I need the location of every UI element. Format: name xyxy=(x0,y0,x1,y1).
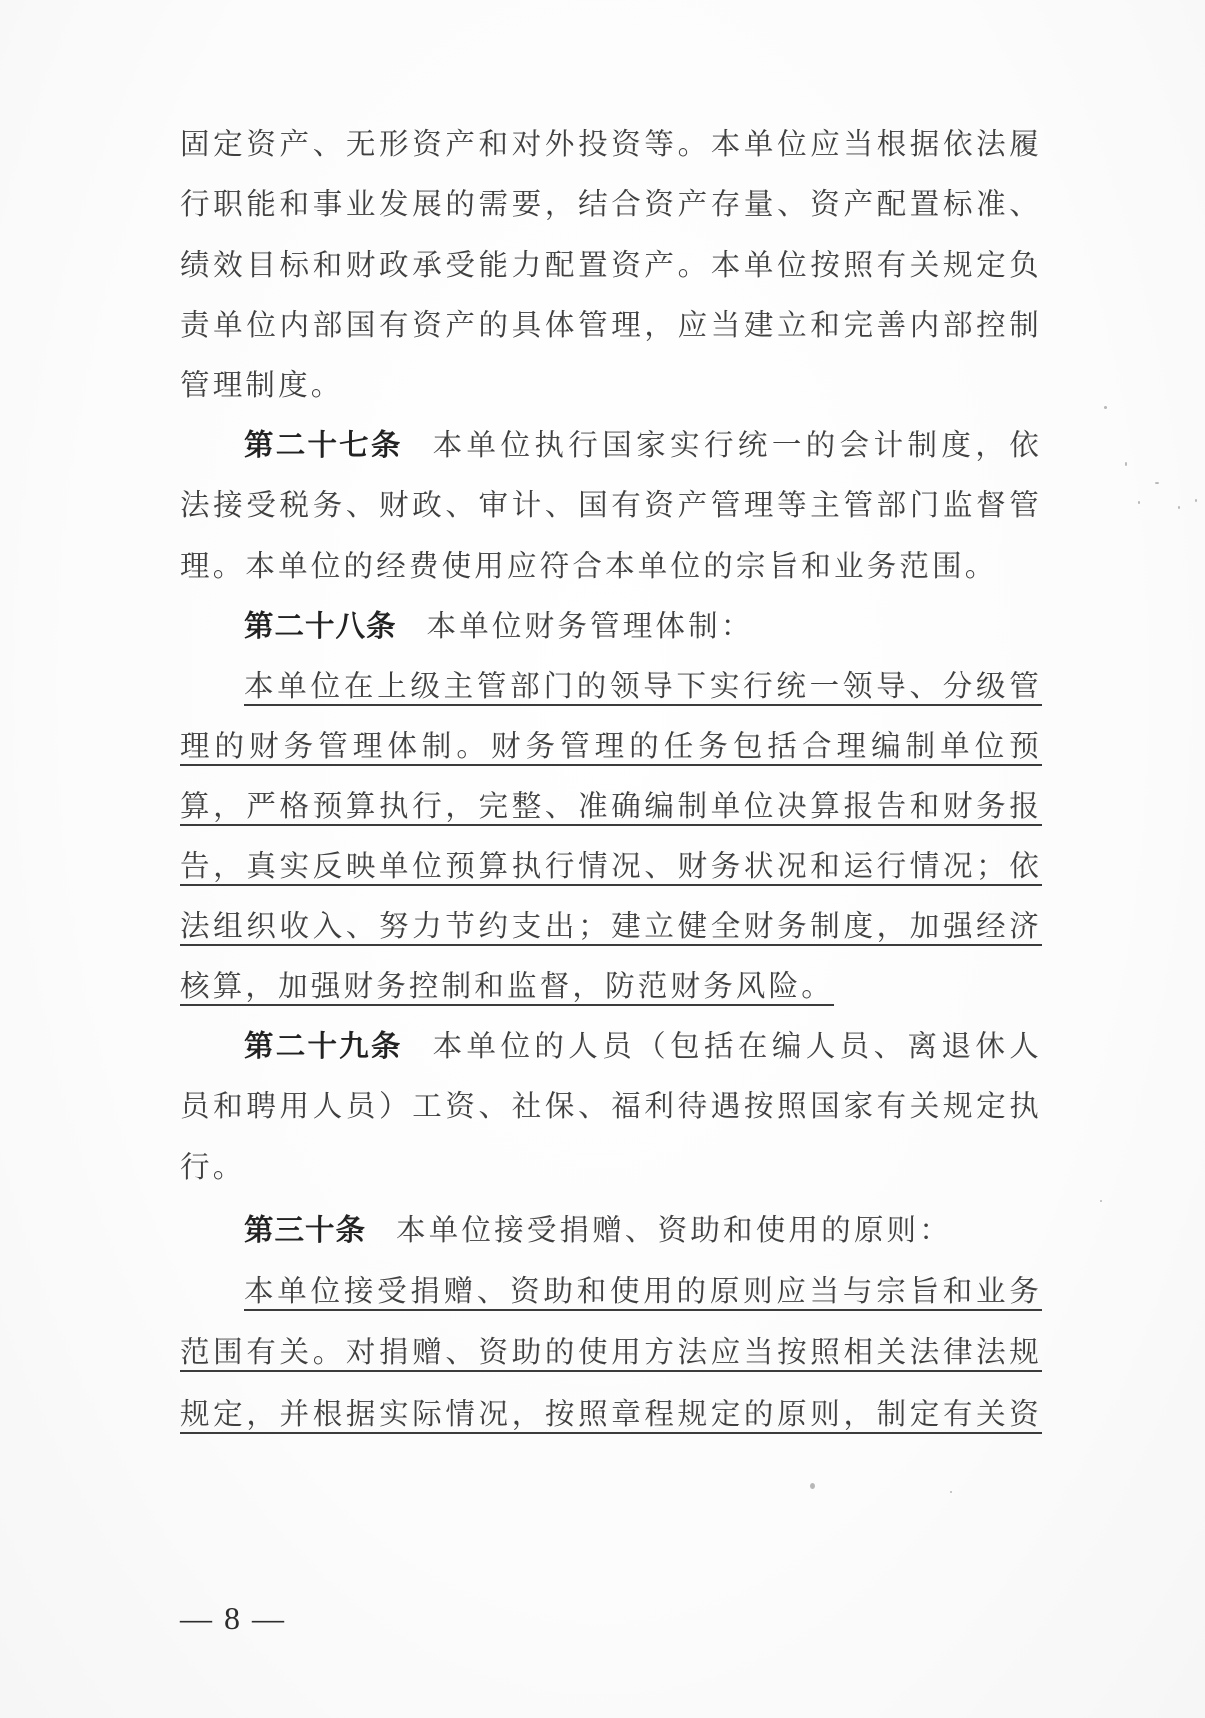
scan-speck xyxy=(1138,501,1140,504)
scan-speck xyxy=(1104,406,1107,409)
paragraph-line: 员和聘用人员）工资、社保、福利待遇按照国家有关规定执 xyxy=(180,1089,1042,1123)
scan-speck xyxy=(810,1483,815,1489)
article-27-heading: 第二十七条 xyxy=(244,428,403,462)
underlined-line xyxy=(180,904,1042,948)
underlined-text: 告，真实反映单位预算执行情况、财务状况和运行情况；依 xyxy=(180,849,1042,883)
underlined-text: 本单位在上级主管部门的领导下实行统一领导、分级管 xyxy=(244,669,1042,703)
scan-speck xyxy=(1178,506,1180,509)
underlined-line xyxy=(180,1330,1042,1374)
underlined-text: 核算，加强财务控制和监督，防范财务风险。 xyxy=(180,969,835,1003)
paragraph-line: 绩效目标和财政承受能力配置资产。本单位按照有关规定负 xyxy=(180,248,1042,282)
underlined-line xyxy=(244,1269,1042,1313)
underlined-text: 范围有关。对捐赠、资助的使用方法应当按照相关法律法规 xyxy=(180,1335,1042,1369)
underlined-line xyxy=(180,1392,1042,1436)
underlined-line xyxy=(180,784,1042,828)
scan-speck xyxy=(1155,482,1159,484)
article-27-text: 本单位执行国家实行统一的会计制度，依 xyxy=(432,428,1042,462)
article-30-first-line xyxy=(244,1208,1042,1252)
article-30-title: 本单位接受捐赠、资助和使用的原则： xyxy=(396,1213,952,1247)
article-28-title: 本单位财务管理体制： xyxy=(426,609,754,643)
underlined-line xyxy=(180,724,1042,768)
page-number: — 8 — xyxy=(180,1600,286,1636)
paragraph-line: 行职能和事业发展的需要，结合资产存量、资产配置标准、 xyxy=(180,187,1042,221)
underlined-text: 算，严格预算执行，完整、准确编制单位决算报告和财务报 xyxy=(180,789,1042,823)
underlined-text: 规定，并根据实际情况，按照章程规定的原则，制定有关资 xyxy=(180,1397,1042,1431)
article-29-text: 本单位的人员（包括在编人员、离退休人 xyxy=(432,1029,1042,1063)
underlined-line xyxy=(180,844,1042,888)
scan-speck xyxy=(950,1491,952,1493)
paragraph-line: 行。 xyxy=(180,1150,246,1184)
underlined-text: 本单位接受捐赠、资助和使用的原则应当与宗旨和业务 xyxy=(244,1274,1042,1308)
underlined-text: 法组织收入、努力节约支出；建立健全财务制度，加强经济 xyxy=(180,909,1042,943)
article-27-first-line xyxy=(244,423,1042,467)
scan-speck xyxy=(1100,1200,1102,1202)
paragraph-line: 责单位内部国有资产的具体管理，应当建立和完善内部控制 xyxy=(180,308,1042,342)
underlined-line xyxy=(244,664,1042,708)
article-28-heading: 第二十八条 xyxy=(244,609,397,643)
scan-speck xyxy=(1125,462,1127,466)
article-29-heading: 第二十九条 xyxy=(244,1029,403,1063)
paragraph-line: 理。本单位的经费使用应符合本单位的宗旨和业务范围。 xyxy=(180,549,998,583)
underlined-text: 理的财务管理体制。财务管理的任务包括合理编制单位预 xyxy=(180,729,1042,763)
paragraph-line: 固定资产、无形资产和对外投资等。本单位应当根据依法履 xyxy=(180,127,1042,161)
underlined-line xyxy=(180,964,1042,1008)
article-30-heading: 第三十条 xyxy=(244,1213,367,1247)
scan-speck xyxy=(1195,499,1197,502)
article-28-first-line xyxy=(244,604,1042,648)
article-29-first-line xyxy=(244,1024,1042,1068)
paragraph-line: 管理制度。 xyxy=(180,368,344,402)
paragraph-line: 法接受税务、财政、审计、国有资产管理等主管部门监督管 xyxy=(180,488,1042,522)
